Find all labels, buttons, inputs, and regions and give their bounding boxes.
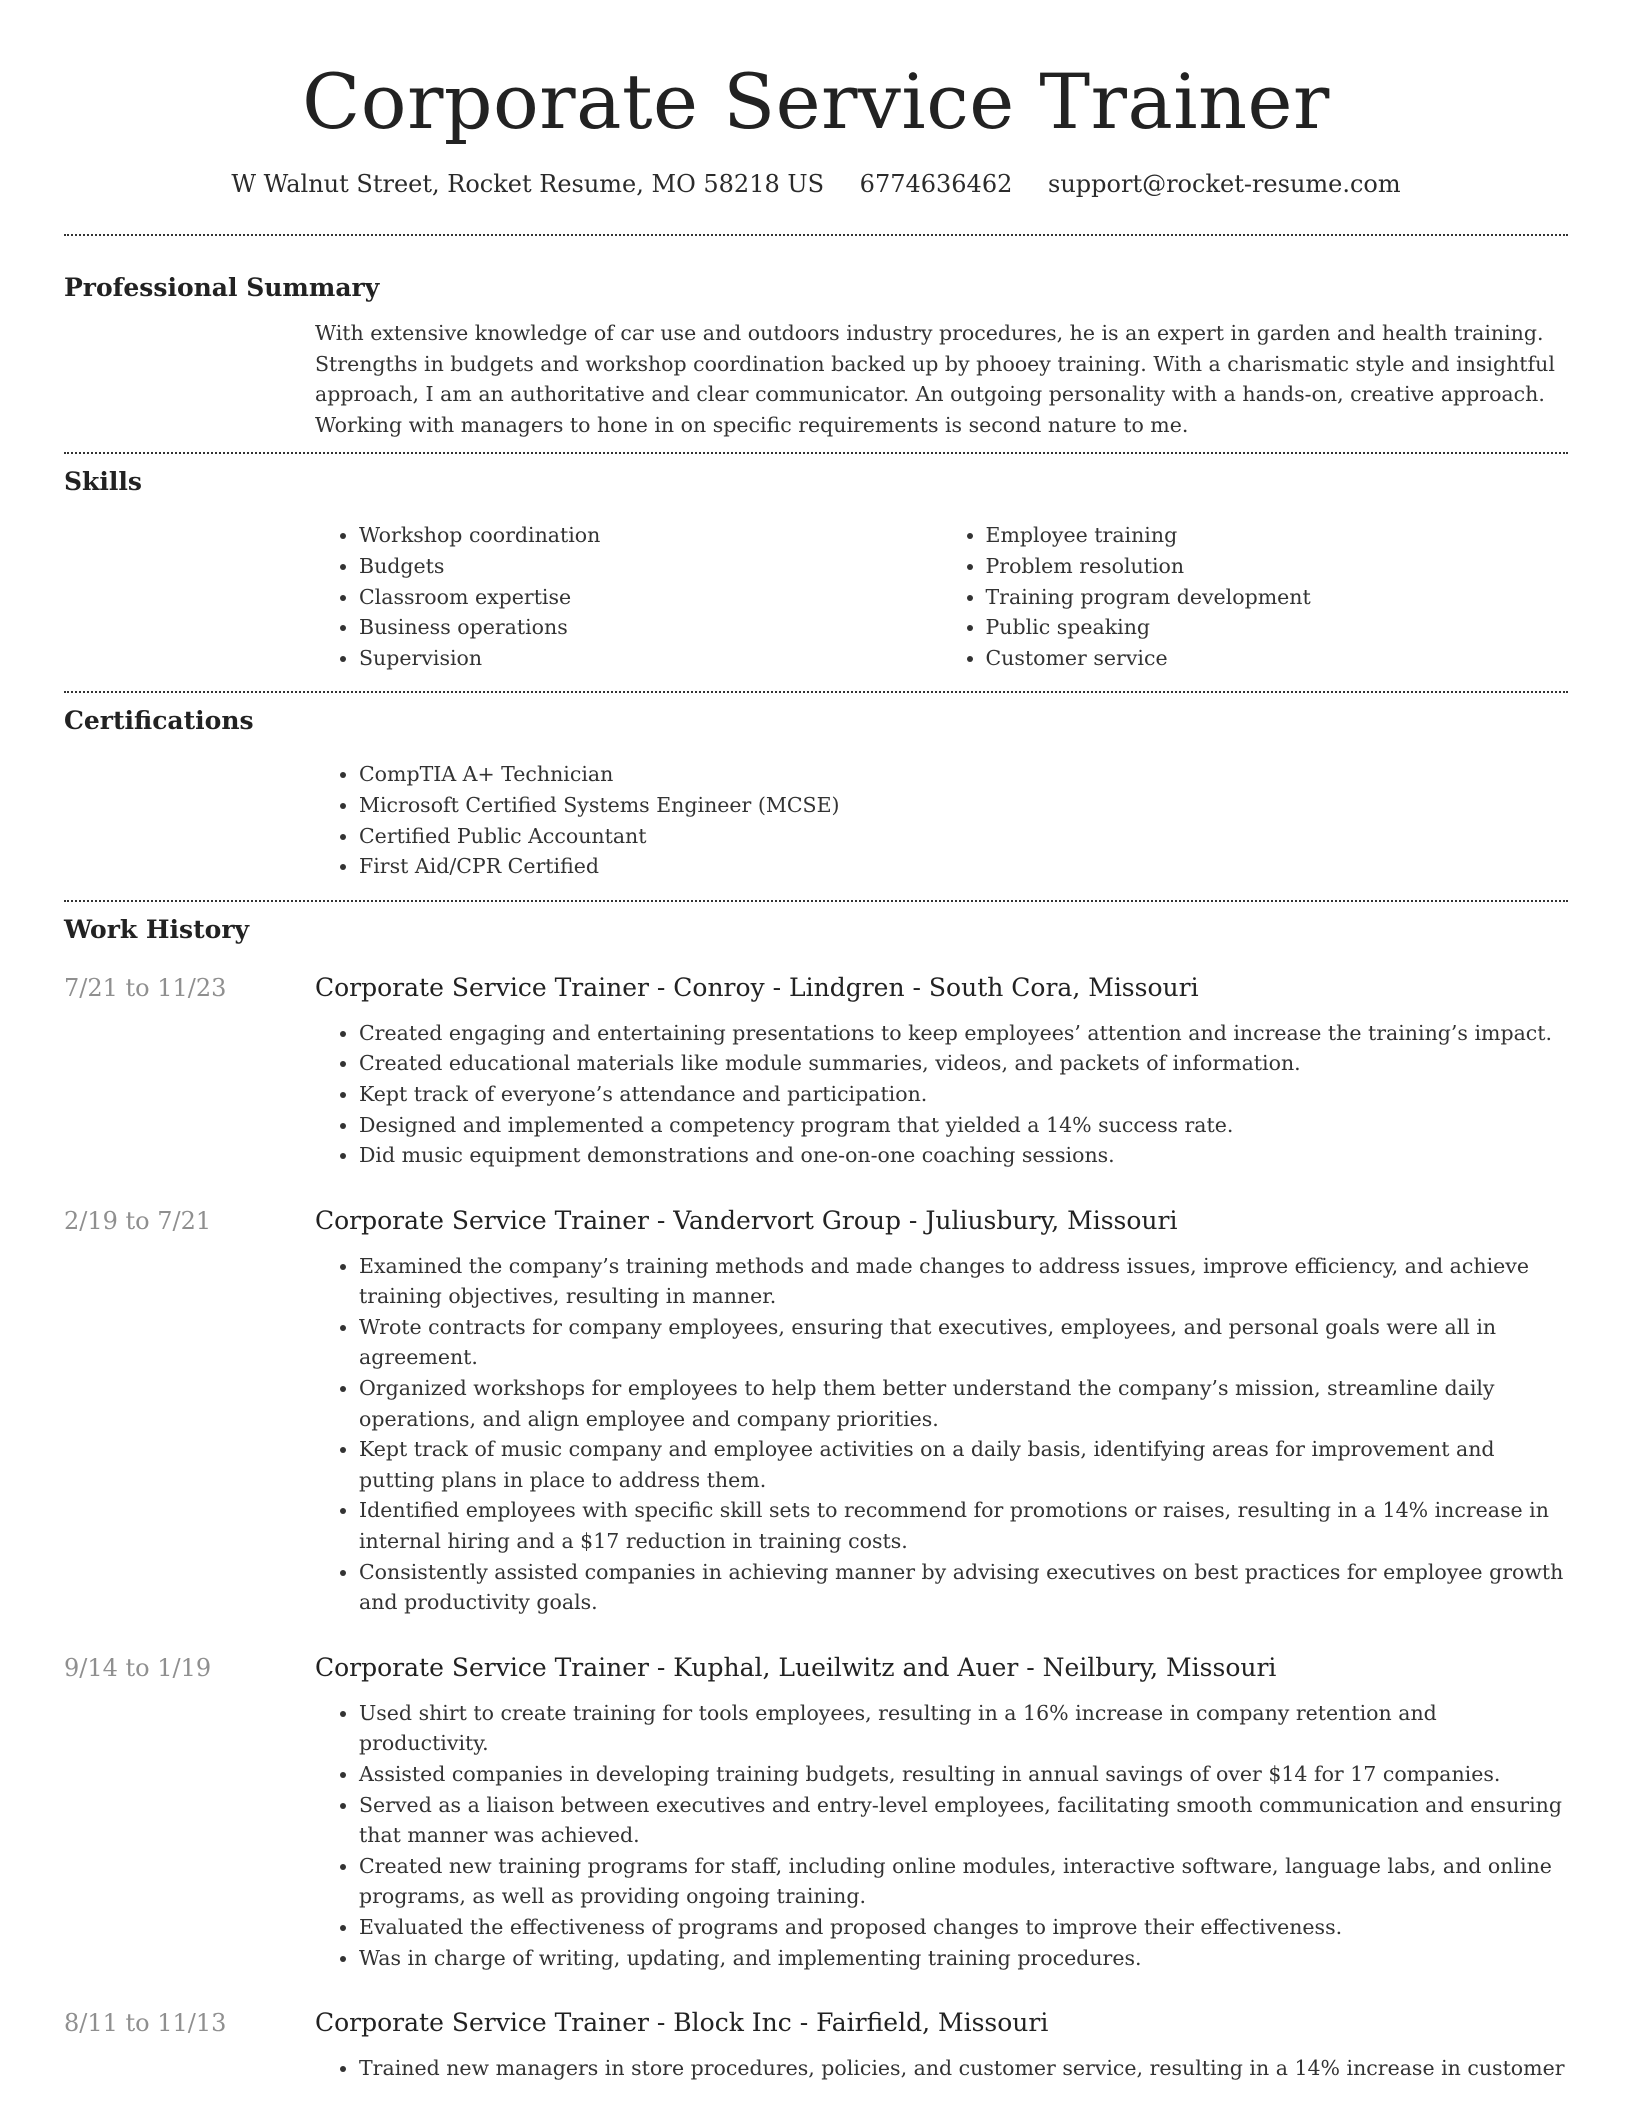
job-bullets xyxy=(315,1251,1568,1618)
skill-item: • Workshop coordination xyxy=(359,520,942,551)
job-dates: 8/11 to 11/13 xyxy=(64,2009,227,2038)
skills-left-list xyxy=(315,520,942,673)
job-bullet: • Examined the company’s training methods and made changes to address issues, improve efficiency, and achieve training objectives, resulting in manner. xyxy=(359,1251,1568,1312)
job-bullet: • Assisted companies in developing training budgets, resulting in annual savings of over $14 for 17 companies. xyxy=(359,1759,1568,1790)
skill-item: • Supervision xyxy=(359,643,942,674)
skill-item: • Budgets xyxy=(359,551,942,582)
resume-page xyxy=(64,0,1568,2084)
summary-text: With extensive knowledge of car use and outdoors industry procedures, he is an expert in garden and health training. Strengths in budgets and workshop coordination backed up by phooey training. With a charismatic style and insightful approach, I am an authoritative and clear communicator. An outgoing personality with a hands-on, creative approach. Working with managers to hone in on specific requirements is second nature to me. xyxy=(315,321,1555,437)
job-header xyxy=(64,972,1568,1004)
skill-item: • Employee training xyxy=(986,520,1569,551)
job-bullet: • Wrote contracts for company employees, ensuring that executives, employees, and personal goals were all in agreement. xyxy=(359,1312,1568,1373)
job-bullet: • Did music equipment demonstrations and one-on-one coaching sessions. xyxy=(359,1140,1568,1171)
job-title: Corporate Service Trainer - Conroy - Lindgren - South Cora, Missouri xyxy=(315,972,1199,1002)
skill-item: • Classroom expertise xyxy=(359,582,942,613)
certifications-content xyxy=(315,759,1568,881)
job-entry xyxy=(64,2007,1568,2084)
job-title: Corporate Service Trainer - Vandervort Group - Juliusbury, Missouri xyxy=(315,1205,1178,1235)
job-bullet: • Created engaging and entertaining presentations to keep employees’ attention and increase the training’s impact. xyxy=(359,1018,1568,1049)
job-bullet: • Used shirt to create training for tools employees, resulting in a 16% increase in company retention and productivity. xyxy=(359,1698,1568,1759)
job-entry xyxy=(64,1652,1568,1973)
contact-line xyxy=(64,168,1568,200)
job-title: Corporate Service Trainer - Block Inc - Fairfield, Missouri xyxy=(315,2008,1049,2038)
job-bullet: • Evaluated the effectiveness of programs and proposed changes to improve their effectiveness. xyxy=(359,1912,1568,1943)
skill-item: • Business operations xyxy=(359,612,942,643)
job-bullet: • Consistently assisted companies in achieving manner by advising executives on best practices for employee growth and productivity goals. xyxy=(359,1557,1568,1618)
job-bullet: • Designed and implemented a competency program that yielded a 14% success rate. xyxy=(359,1110,1568,1141)
certifications-title: Certifications xyxy=(64,706,254,736)
skills-section xyxy=(64,454,1568,673)
skills-columns xyxy=(315,520,1568,673)
job-dates: 9/14 to 1/19 xyxy=(64,1653,212,1682)
contact-phone: 6774636462 xyxy=(859,170,1013,198)
summary-content xyxy=(315,318,1568,440)
job-entry xyxy=(64,1205,1568,1618)
job-header xyxy=(64,2007,1568,2039)
job-bullet: • Kept track of music company and employee activities on a daily basis, identifying areas for improvement and putting plans in place to address them. xyxy=(359,1434,1568,1495)
candidate-name: Corporate Service Trainer xyxy=(302,57,1330,146)
skill-item: • Problem resolution xyxy=(986,551,1569,582)
work-title: Work History xyxy=(64,914,250,944)
job-dates: 7/21 to 11/23 xyxy=(64,973,227,1002)
job-bullet: • Identified employees with specific skill sets to recommend for promotions or raises, resulting in a 14% increase in internal hiring and a $17 reduction in training costs. xyxy=(359,1495,1568,1556)
job-bullet: • Served as a liaison between executives and entry-level employees, facilitating smooth communication and ensuring that manner was achieved. xyxy=(359,1790,1568,1851)
skill-item: • Training program development xyxy=(986,582,1569,613)
job-bullet: • Kept track of everyone’s attendance and participation. xyxy=(359,1079,1568,1110)
certifications-section xyxy=(64,693,1568,881)
skills-right-list xyxy=(942,520,1569,673)
skills-title: Skills xyxy=(64,467,142,497)
job-bullet: • Organized workshops for employees to help them better understand the company’s mission, streamline daily operations, and align employee and company priorities. xyxy=(359,1373,1568,1434)
job-header xyxy=(64,1205,1568,1237)
certification-item: • CompTIA A+ Technician xyxy=(359,759,1568,790)
work-section xyxy=(64,902,1568,2084)
summary-section xyxy=(64,236,1568,440)
job-bullets xyxy=(315,1018,1568,1171)
certification-item: • Certified Public Accountant xyxy=(359,821,1568,852)
job-header xyxy=(64,1652,1568,1684)
contact-email: support@rocket-resume.com xyxy=(1048,170,1401,198)
job-title: Corporate Service Trainer - Kuphal, Lueilwitz and Auer - Neilbury, Missouri xyxy=(315,1652,1277,1682)
job-bullet: • Created new training programs for staff, including online modules, interactive software, language labs, and online programs, as well as providing ongoing training. xyxy=(359,1851,1568,1912)
skill-item: • Public speaking xyxy=(986,612,1569,643)
summary-title: Professional Summary xyxy=(64,273,380,302)
job-bullets xyxy=(315,2053,1568,2084)
certifications-list xyxy=(315,759,1568,881)
job-dates: 2/19 to 7/21 xyxy=(64,1206,212,1235)
job-bullet: • Was in charge of writing, updating, and implementing training procedures. xyxy=(359,1943,1568,1974)
contact-address: W Walnut Street, Rocket Resume, MO 58218 US xyxy=(231,170,825,198)
certification-item: • Microsoft Certified Systems Engineer (MCSE) xyxy=(359,790,1568,821)
skill-item: • Customer service xyxy=(986,643,1569,674)
job-bullets xyxy=(315,1698,1568,1973)
certification-item: • First Aid/CPR Certified xyxy=(359,851,1568,882)
job-entry xyxy=(64,972,1568,1171)
job-bullet: • Trained new managers in store procedures, policies, and customer service, resulting in a 14% increase in customer xyxy=(359,2053,1568,2084)
job-bullet: • Created educational materials like module summaries, videos, and packets of information. xyxy=(359,1048,1568,1079)
